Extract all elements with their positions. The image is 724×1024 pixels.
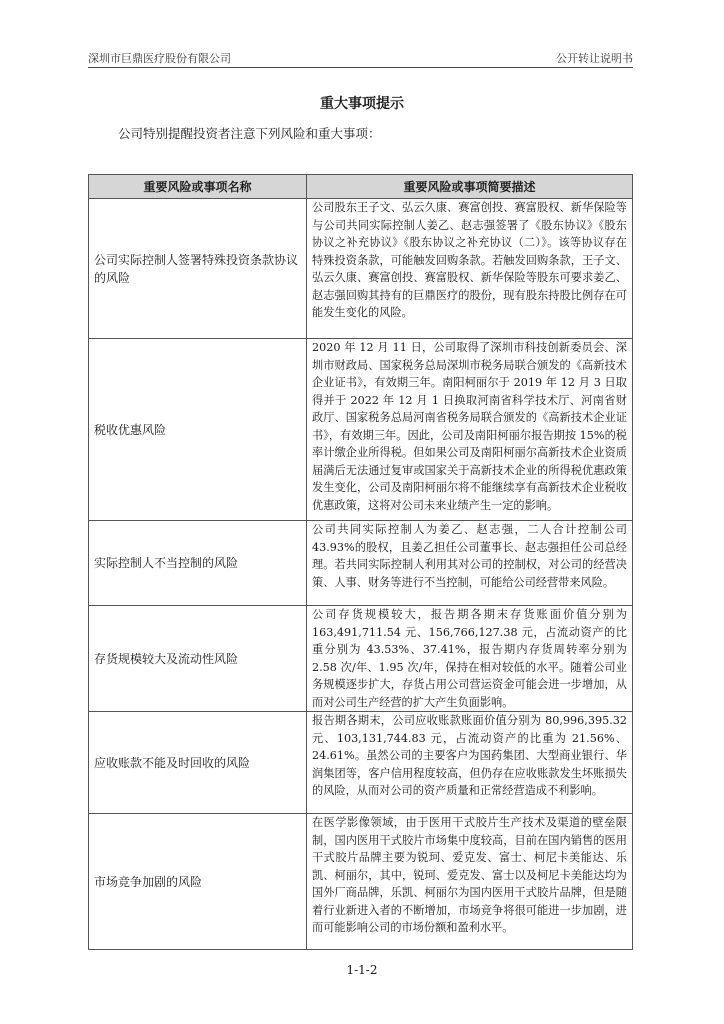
table-row <box>89 814 633 950</box>
table-row <box>89 521 633 606</box>
page-number: 1-1-2 <box>346 963 378 977</box>
risk-table <box>88 174 633 950</box>
column-header-risk-name: 重要风险或事项名称 <box>89 175 307 199</box>
risk-description-cell: 公司股东王子文、弘云久康、赛富创投、赛富股权、新华保险等与公司共同实际控制人姜乙、赵志强签署了《股东协议》《股东协议之补充协议》《股东协议之补充协议（二）》。该等协议存在特殊投资条款，可能触发回购条款。若触发回购条款，王子文、弘云久康、赛富创投、赛富股权、新华保险等股东可要求姜乙、赵志强回购其持有的巨鼎医疗的股份，现有股东持股比例存在可能发生变化的风险。 <box>307 199 633 339</box>
risk-description-cell: 报告期各期末，公司应收账款账面价值分别为 80,996,395.32 元、103,131,744.83 元，占流动资产的比重为 21.56%、24.61%。虽然公司的主要客户为国药集团、大型商业银行、华润集团等，客户信用程度较高，但仍存在应收账款发生坏账损失的风险，从而对公司的资产质量和正常经营造成不利影响。 <box>307 712 633 814</box>
risk-name-cell: 应收账款不能及时回收的风险 <box>89 712 307 814</box>
table-header-row <box>89 175 633 199</box>
header-document-type: 公开转让说明书 <box>556 52 633 65</box>
risk-description-cell: 公司存货规模较大，报告期各期末存货账面价值分别为 163,491,711.54 元、156,766,127.38 元，占流动资产的比重分别为 43.53%、37.41%，报告期内存货周转率分别为 2.58 次/年、1.95 次/年，保持在相对较低的水平。随着公司业务规模逐步扩大，存货占用公司营运资金可能会进一步增加，从而对公司生产经营的扩大产生负面影响。 <box>307 606 633 712</box>
table-row <box>89 339 633 521</box>
table-row <box>89 712 633 814</box>
header-company-name: 深圳市巨鼎医疗股份有限公司 <box>88 52 231 65</box>
risk-name-cell: 实际控制人不当控制的风险 <box>89 521 307 606</box>
risk-name-cell: 市场竞争加剧的风险 <box>89 814 307 950</box>
section-title: 重大事项提示 <box>320 96 404 112</box>
page-header <box>88 52 633 66</box>
risk-name-cell: 存货规模较大及流动性风险 <box>89 606 307 712</box>
risk-description-cell: 公司共同实际控制人为姜乙、赵志强，二人合计控制公司 43.93%的股权，且姜乙担任公司董事长、赵志强担任公司总经理。若共同实际控制人利用其对公司的控制权，对公司的经营决策、人事、财务等进行不当控制，可能给公司经营带来风险。 <box>307 521 633 606</box>
intro-paragraph: 公司特别提醒投资者注意下列风险和重大事项： <box>118 126 381 141</box>
table-row <box>89 199 633 339</box>
header-divider <box>88 67 633 68</box>
table-row <box>89 606 633 712</box>
risk-description-cell: 在医学影像领域，由于医用干式胶片生产技术及渠道的壁垒限制，国内医用干式胶片市场集中度较高，目前在国内销售的医用干式胶片品牌主要为锐珂、爱克发、富士、柯尼卡美能达、乐凯、柯丽尔，其中，锐珂、爱克发、富士以及柯尼卡美能达均为国外厂商品牌，乐凯、柯丽尔为国内医用干式胶片品牌，但是随着行业新进入者的不断增加，市场竞争将很可能进一步加剧，进而可能影响公司的市场份额和盈利水平。 <box>307 814 633 950</box>
risk-name-cell: 税收优惠风险 <box>89 339 307 521</box>
risk-name-cell: 公司实际控制人签署特殊投资条款协议的风险 <box>89 199 307 339</box>
column-header-risk-description: 重要风险或事项简要描述 <box>307 175 633 199</box>
risk-description-cell: 2020 年 12 月 11 日，公司取得了深圳市科技创新委员会、深圳市财政局、国家税务总局深圳市税务局联合颁发的《高新技术企业证书》，有效期三年。南阳柯丽尔于 2019 年 12 月 3 日取得并于 2022 年 12 月 1 日换取河南省科学技术厅、河南省财政厅、国家税务总局河南省税务局联合颁发的《高新技术企业证书》，有效期三年。因此，公司及南阳柯丽尔报告期按 15%的税率计缴企业所得税。但如果公司及南阳柯丽尔高新技术企业资质届满后无法通过复审或国家关于高新技术企业的所得税优惠政策发生变化，公司及南阳柯丽尔将不能继续享有高新技术企业税收优惠政策，这将对公司未来业绩产生一定的影响。 <box>307 339 633 521</box>
